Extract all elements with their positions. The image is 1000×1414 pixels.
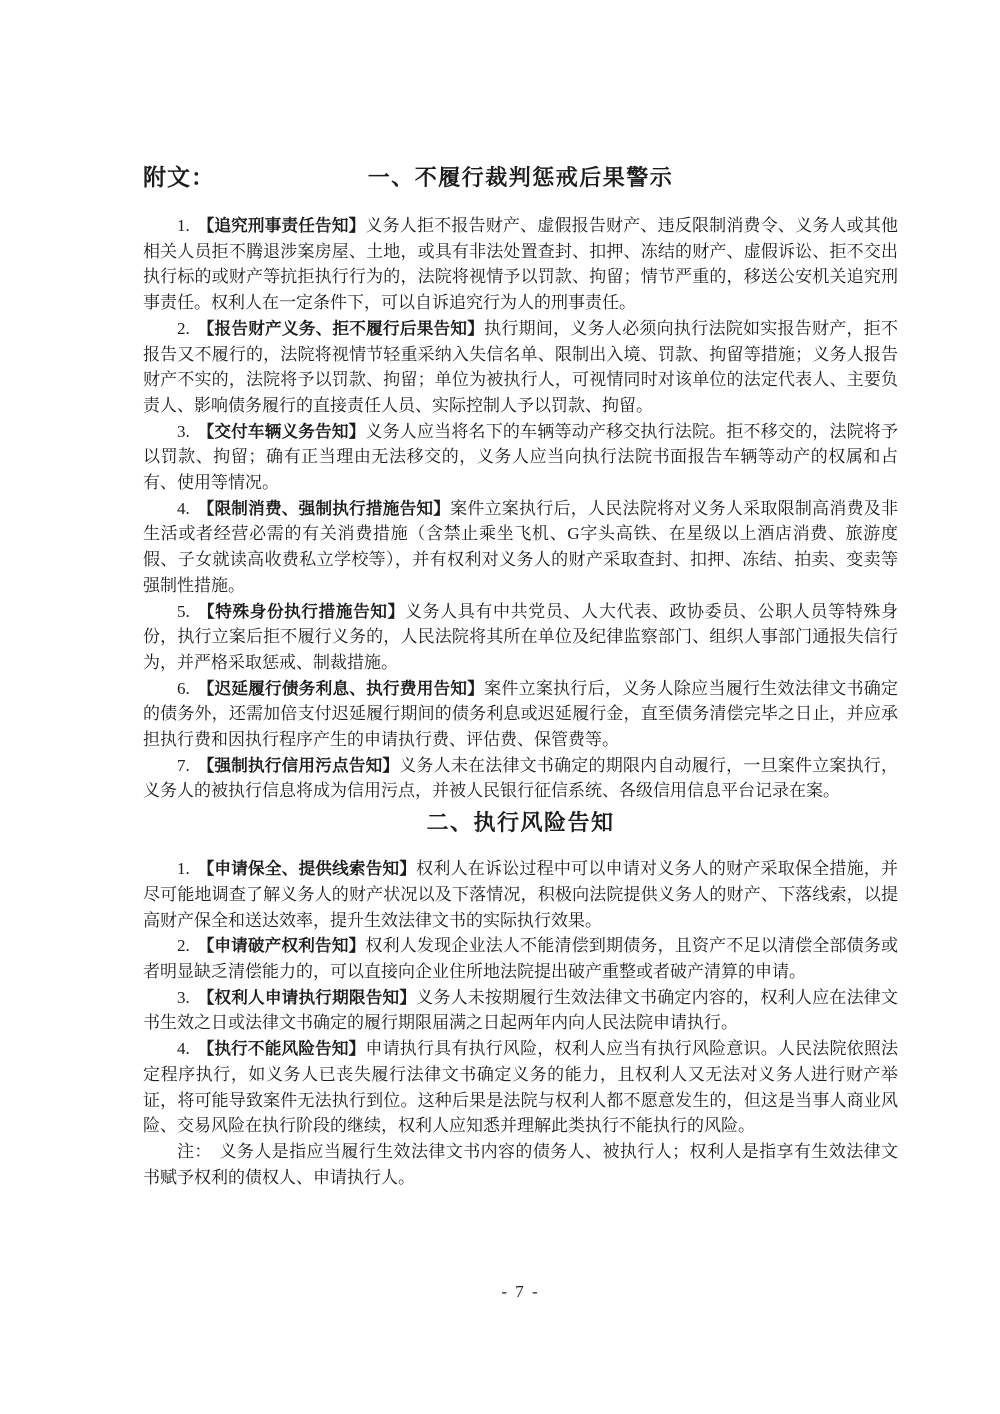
paragraph-number: 4. [177, 498, 190, 518]
paragraph-body: 案件立案执行后，人民法院将对义务人采取限制高消费及非生活或者经营必需的有关消费措施（含禁止乘坐飞机、G字头高铁、在星级以上酒店消费、旅游度假、子女就读高收费私立学校等），并有权利对义务人的财产采取查封、扣押、冻结、拍卖、变卖等强制性措施。 [143, 498, 899, 595]
paragraph-tag: 【追究刑事责任告知】 [197, 216, 366, 235]
paragraph-tag: 【申请破产权利告知】 [197, 936, 366, 956]
paragraph-1-2 [143, 316, 898, 419]
document-header [143, 163, 898, 192]
paragraph-1-7 [143, 753, 898, 804]
section1-title: 一、不履行裁判惩戒后果警示 [367, 165, 674, 190]
paragraph-body: 义务人应当将名下的车辆等动产移交执行法院。拒不移交的，法院将予以罚款、拘留；确有正当理由无法移交的，义务人应当向执行法院书面报告车辆等动产的权属和占有、使用等情况。 [143, 421, 899, 493]
attachment-label: 附文： [143, 164, 215, 190]
paragraph-body: 案件立案执行后，义务人除应当履行生效法律文书确定的债务外，还需加倍支付迟延履行期间的债务利息或迟延履行金，直至债务清偿完毕之日止，并应承担执行费和因执行程序产生的申请执行费、评估费、保管费等。 [143, 678, 899, 750]
paragraph-number: 1. [177, 859, 190, 879]
paragraph-number: 1. [177, 216, 190, 235]
paragraph-2-1 [143, 856, 898, 933]
paragraph-1-1 [143, 213, 898, 316]
paragraph-tag: 【执行不能风险告知】 [197, 1039, 366, 1059]
paragraph-number: 7. [177, 755, 190, 775]
paragraph-tag: 【迟延履行债务利息、执行费用告知】 [197, 678, 485, 698]
paragraph-1-4 [143, 496, 898, 599]
section-2 [143, 856, 898, 1190]
paragraph-tag: 【限制消费、强制执行措施告知】 [197, 498, 451, 518]
paragraph-2-3 [143, 985, 898, 1036]
paragraph-tag: 【权利人申请执行期限告知】 [197, 987, 417, 1007]
paragraph-body: 权利人发现企业法人不能清偿到期债务，且资产不足以清偿全部债务或者明显缺乏清偿能力的，可以直接向企业住所地法院提出破产重整或者破产清算的申请。 [143, 936, 899, 981]
paragraph-number: 2. [177, 318, 190, 338]
paragraph-number: 5. [177, 601, 190, 621]
paragraph-number: 3. [177, 421, 190, 441]
paragraph-tag: 【报告财产义务、拒不履行后果告知】 [197, 318, 485, 338]
paragraph-body: 义务人未在法律文书确定的期限内自动履行，一旦案件立案执行，义务人的被执行信息将成为信用污点，并被人民银行征信系统、各级信用信息平台记录在案。 [143, 755, 899, 801]
section-1 [143, 213, 898, 804]
paragraph-number: 6. [177, 678, 190, 698]
paragraph-number: 2. [177, 936, 190, 956]
paragraph-1-5 [143, 599, 898, 676]
paragraph-tag: 【特殊身份执行措施告知】 [197, 601, 405, 621]
paragraph-body: 义务人未按期履行生效法律文书确定内容的，权利人应在法律文书生效之日或法律文书确定的履行期限届满之日起两年内向人民法院申请执行。 [143, 987, 899, 1033]
paragraph-number: 3. [177, 987, 190, 1007]
paragraph-tag: 【强制执行信用污点告知】 [197, 755, 400, 775]
paragraph-number: 4. [177, 1039, 190, 1059]
paragraph-2-2 [143, 933, 898, 984]
page-number: - 7 - [501, 1282, 540, 1301]
paragraph-tag: 【申请保全、提供线索告知】 [197, 859, 417, 879]
paragraph-body: 申请执行具有执行风险，权利人应当有执行风险意识。人民法院依照法定程序执行，如义务人已丧失履行法律文书确定义务的能力，且权利人又无法对义务人进行财产举证，将可能导致案件无法执行到位。这种后果是法院与权利人都不愿意发生的，但这是当事人商业风险、交易风险在执行阶段的继续，权利人应知悉并理解此类执行不能执行的风险。 [143, 1039, 899, 1136]
note-label: 注： [177, 1141, 212, 1161]
section2-title: 二、执行风险告知 [426, 810, 615, 836]
paragraph-tag: 【交付车辆义务告知】 [197, 421, 366, 441]
paragraph-body: 执行期间，义务人必须向执行法院如实报告财产，拒不报告又不履行的，法院将视情节轻重采纳入失信名单、限制出入境、罚款、拘留等措施；义务人报告财产不实的，法院将予以罚款、拘留；单位为被执行人，可视情同时对该单位的法定代表人、主要负责人、影响债务履行的直接责任人员、实际控制人予以罚款、拘留。 [143, 318, 899, 415]
paragraph-body: 义务人具有中共党员、人大代表、政协委员、公职人员等特殊身份，执行立案后拒不履行义务的，人民法院将其所在单位及纪律监察部门、组织人事部门通报失信行为，并严格采取惩戒、制裁措施。 [143, 601, 899, 672]
paragraph-1-3 [143, 419, 898, 496]
paragraph-2-4 [143, 1036, 898, 1139]
paragraph-1-6 [143, 676, 898, 753]
note-paragraph [143, 1139, 898, 1190]
note-body: 义务人是指应当履行生效法律文书内容的债务人、被执行人；权利人是指享有生效法律文书赋予权利的债权人、申请执行人。 [143, 1141, 899, 1187]
paragraph-body: 权利人在诉讼过程中可以申请对义务人的财产采取保全措施，并尽可能地调查了解义务人的财产状况以及下落情况，积极向法院提供义务人的财产、下落线索，以提高财产保全和送达效率，提升生效法律文书的实际执行效果。 [143, 859, 899, 930]
paragraph-body: 义务人拒不报告财产、虚假报告财产、违反限制消费令、义务人或其他相关人员拒不腾退涉案房屋、土地，或具有非法处置查封、扣押、冻结的财产、虚假诉讼、拒不交出执行标的或财产等抗拒执行行为的，法院将视情予以罚款、拘留；情节严重的，移送公安机关追究刑事责任。权利人在一定条件下，可以自诉追究行为人的刑事责任。 [143, 216, 899, 313]
